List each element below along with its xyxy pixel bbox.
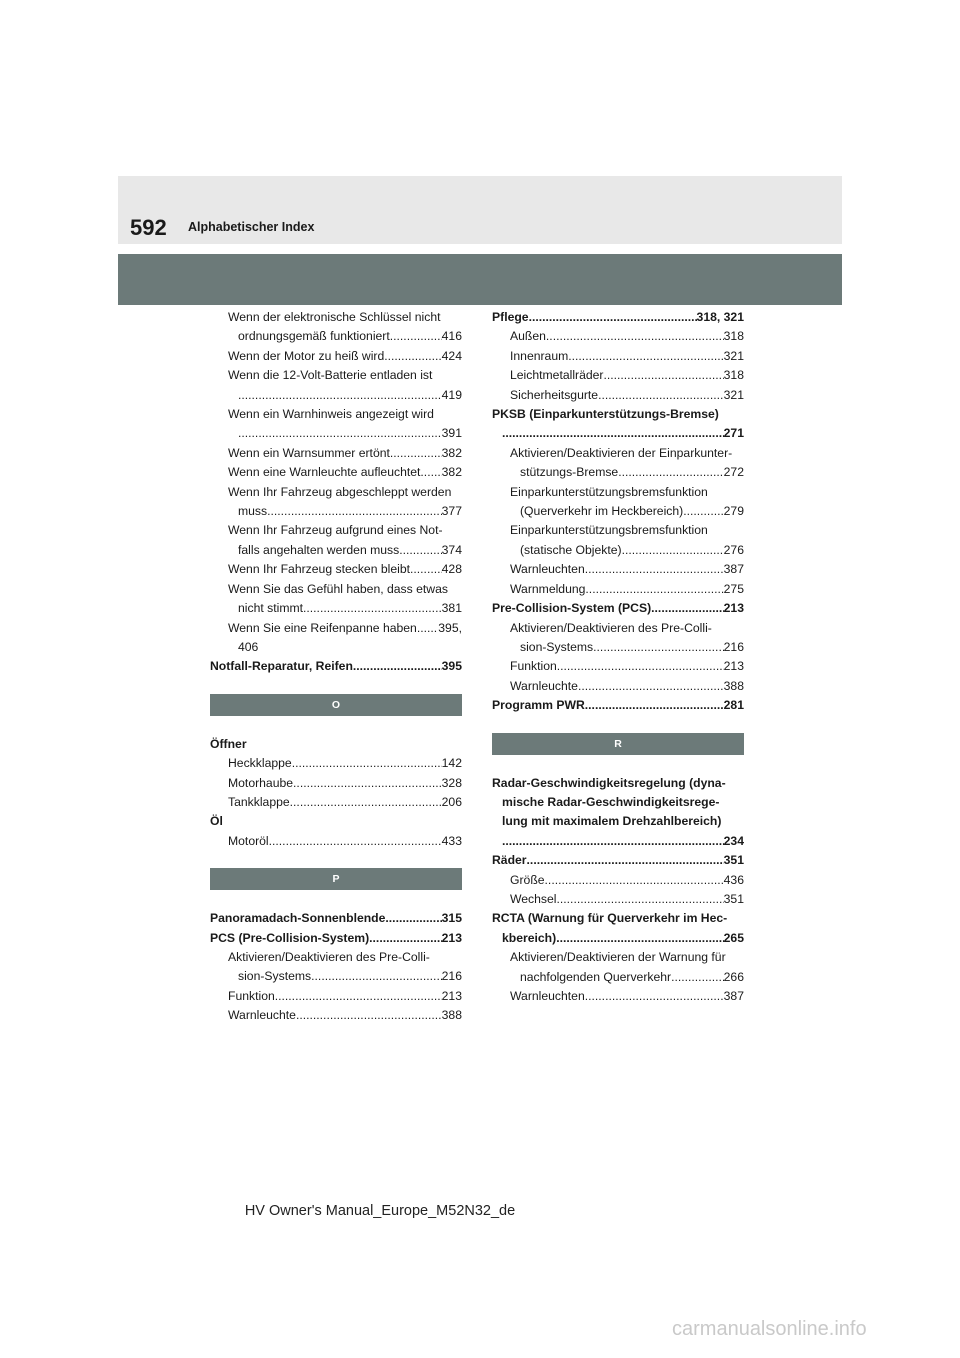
leader-dots: [369, 929, 442, 948]
left-entries: [210, 308, 462, 677]
leader-dots: [598, 386, 724, 405]
entry-text: Warnleuchte: [228, 1008, 296, 1023]
index-entry: [210, 987, 462, 1006]
entry-text: Einparkunterstützungsbremsfunktion: [510, 484, 708, 499]
index-entry-line: [510, 890, 744, 909]
index-entry-line: [510, 386, 744, 405]
page-ref: 387: [723, 989, 744, 1003]
leader-dots: [585, 696, 724, 715]
index-entry: [492, 987, 744, 1006]
index-entry: [492, 696, 744, 715]
index-entry-line: [492, 832, 744, 851]
index-entry: [492, 677, 744, 696]
section-title: Alphabetischer Index: [188, 220, 315, 234]
page-ref: 275: [723, 581, 744, 596]
page-ref: 391: [441, 426, 462, 441]
index-entry: [210, 521, 462, 560]
index-entry-line: [492, 929, 744, 948]
entry-text: sion-Systems: [520, 639, 594, 654]
index-entry: [492, 386, 744, 405]
page-ref: 436: [723, 872, 744, 887]
page-ref: 321: [723, 348, 744, 363]
entry-text: Programm PWR: [492, 698, 585, 713]
page-ref: 388: [723, 678, 744, 693]
index-entry-line: [228, 967, 462, 986]
index-entry-line: [492, 424, 744, 443]
page-ref: 206: [441, 794, 462, 809]
index-entry-line: [510, 948, 744, 967]
page-ref: 318: [723, 368, 744, 383]
page-ref: 419: [441, 387, 462, 402]
leader-dots: [546, 327, 724, 346]
index-entry: [210, 774, 462, 793]
entry-text: mische Radar-Geschwindigkeitsrege-: [502, 794, 720, 809]
index-entry: [492, 347, 744, 366]
index-entry-line: [228, 386, 462, 405]
page-ref: 388: [441, 1008, 462, 1023]
index-entry-line: [492, 812, 744, 831]
leader-dots: [417, 619, 438, 638]
entry-text: RCTA (Warnung für Querverkehr im Hec-: [492, 911, 728, 926]
index-entry-line: [210, 929, 462, 948]
index-entry: [210, 929, 462, 948]
page-ref: 271: [723, 426, 744, 441]
index-column-right: [492, 308, 744, 1006]
page-ref: 318, 321: [696, 310, 744, 324]
entry-text: 406: [238, 639, 259, 654]
page-ref: 272: [723, 465, 744, 480]
entry-text: Pflege: [492, 310, 529, 324]
entry-text: Warnmeldung: [510, 581, 586, 596]
leader-dots: [267, 502, 442, 521]
page-ref: 395,: [438, 620, 462, 635]
page-ref: 351: [723, 891, 744, 906]
right-entries: [492, 308, 744, 716]
index-entry-line: [510, 657, 744, 676]
index-entry: [492, 948, 744, 987]
entry-text: falls angehalten werden muss: [238, 542, 400, 557]
index-entry: [210, 1006, 462, 1025]
index-entry-line: [228, 483, 462, 502]
index-entry-line: [492, 696, 744, 715]
index-entry: [492, 599, 744, 618]
index-entry-line: [510, 560, 744, 579]
leader-dots: [502, 424, 724, 443]
page-ref: 433: [441, 833, 462, 848]
leader-dots: [420, 463, 441, 482]
entry-text: Öffner: [210, 736, 247, 751]
entry-text: lung mit maximalem Drehzahlbereich): [502, 814, 722, 829]
page-ref: 321: [723, 387, 744, 402]
index-entry: [492, 444, 744, 483]
letter-bar-p: P: [210, 868, 462, 890]
index-entry: [210, 735, 462, 754]
entry-text: Innenraum: [510, 348, 569, 363]
index-entry: [210, 832, 462, 851]
index-entry-line: [228, 948, 462, 967]
index-entry: [210, 308, 462, 347]
page-ref: 142: [441, 756, 462, 771]
page-ref: 382: [441, 465, 462, 480]
index-entry-line: [510, 987, 744, 1006]
index-entry: [210, 580, 462, 619]
index-entry-line: [492, 405, 744, 424]
index-entry-line: [510, 619, 744, 638]
index-entry: [492, 871, 744, 890]
index-entry: [492, 405, 744, 444]
entry-text: Aktivieren/Deaktivieren der Einparkunter-: [510, 445, 733, 460]
leader-dots: [384, 347, 441, 366]
page-ref: 377: [441, 504, 462, 519]
page-ref: 424: [441, 348, 462, 363]
leader-dots: [353, 657, 442, 676]
index-entry-line: [492, 851, 744, 870]
leader-dots: [683, 502, 723, 521]
index-entry-line: [228, 327, 462, 346]
index-entry-line: [228, 793, 462, 812]
index-entry-line: [228, 405, 462, 424]
page-ref: 387: [723, 562, 744, 577]
leader-dots: [585, 560, 724, 579]
entry-text: Wenn der elektronische Schlüssel nicht: [228, 310, 441, 324]
entry-text: Warnleuchten: [510, 562, 585, 577]
index-entry-line: [228, 619, 462, 638]
index-entry: [492, 851, 744, 870]
index-entry-line: [228, 308, 462, 327]
index-entry-line: [210, 812, 462, 831]
leader-dots: [529, 308, 697, 327]
footer-text: HV Owner's Manual_Europe_M52N32_de: [244, 1203, 516, 1219]
page-ref: 213: [441, 930, 462, 945]
index-entry-line: [228, 832, 462, 851]
entry-text: Wenn ein Warnsummer ertönt: [228, 445, 390, 460]
index-entry: [210, 444, 462, 463]
leader-dots: [593, 638, 724, 657]
index-entry-line: [510, 580, 744, 599]
footer: [0, 1203, 960, 1219]
entry-text: nicht stimmt: [238, 601, 304, 616]
index-entry-line: [228, 580, 462, 599]
entry-text: kbereich): [502, 930, 557, 945]
entry-text: PKSB (Einparkunterstützungs-Bremse): [492, 407, 719, 422]
leader-dots: [238, 386, 442, 405]
index-entry-line: [510, 541, 744, 560]
page-ref: 213: [441, 988, 462, 1003]
index-entry-line: [228, 599, 462, 618]
entry-text: Panoramadach-Sonnenblende: [210, 911, 386, 926]
entry-text: Wenn der Motor zu heiß wird: [228, 348, 385, 363]
index-entry: [492, 521, 744, 560]
index-entry-line: [228, 444, 462, 463]
page-ref: 265: [723, 930, 744, 945]
index-entry: [492, 327, 744, 346]
entry-text: Sicherheitsgurte: [510, 387, 599, 402]
index-entry: [210, 560, 462, 579]
index-entry-line: [228, 502, 462, 521]
index-entry-line: [228, 347, 462, 366]
leader-dots: [292, 754, 442, 773]
entry-text: Wenn die 12-Volt-Batterie entladen ist: [228, 368, 433, 383]
index-entry-line: [510, 347, 744, 366]
p-entries: [210, 909, 462, 1025]
page-ref: 328: [441, 775, 462, 790]
index-entry-line: [228, 560, 462, 579]
leader-dots: [557, 890, 724, 909]
entry-text: muss: [238, 504, 268, 519]
index-entry-line: [210, 735, 462, 754]
page-ref: 315: [441, 911, 462, 926]
index-entry-line: [228, 638, 462, 657]
entry-text: (Querverkehr im Heckbereich): [520, 504, 684, 519]
index-entry-line: [210, 657, 462, 676]
entry-text: Tankklappe: [228, 794, 290, 809]
index-entry: [492, 580, 744, 599]
index-entry: [492, 366, 744, 385]
entry-text: nachfolgenden Querverkehr: [520, 969, 672, 984]
leader-dots: [557, 657, 724, 676]
leader-dots: [390, 327, 442, 346]
entry-text: Leichtmetallräder: [510, 368, 604, 383]
index-entry: [210, 405, 462, 444]
index-entry-line: [510, 677, 744, 696]
entry-text: Einparkunterstützungsbremsfunktion: [510, 523, 708, 538]
index-entry-line: [510, 968, 744, 987]
leader-dots: [303, 599, 442, 618]
leader-dots: [275, 987, 442, 1006]
entry-text: ordnungsgemäß funktioniert: [238, 329, 390, 344]
index-entry: [210, 619, 462, 658]
index-entry-line: [228, 463, 462, 482]
index-entry-line: [510, 521, 744, 540]
entry-text: Wenn eine Warnleuchte aufleuchtet: [228, 465, 421, 480]
index-entry: [210, 812, 462, 831]
index-entry-line: [210, 909, 462, 928]
entry-text: Aktivieren/Deaktivieren des Pre-Colli-: [510, 620, 712, 635]
page-ref: 281: [723, 698, 744, 713]
entry-text: sion-Systems: [238, 969, 312, 984]
index-entry-line: [510, 502, 744, 521]
entry-text: Warnleuchte: [510, 678, 578, 693]
leader-dots: [311, 967, 442, 986]
index-entry-line: [510, 638, 744, 657]
index-entry: [492, 909, 744, 948]
index-entry: [210, 347, 462, 366]
leader-dots: [585, 987, 724, 1006]
entry-text: Motoröl: [228, 833, 269, 848]
index-entry: [210, 948, 462, 987]
entry-text: Außen: [510, 329, 546, 344]
page-ref: 428: [441, 562, 462, 577]
page-ref: 416: [441, 329, 462, 344]
page-ref: 318: [723, 329, 744, 344]
entry-text: Funktion: [228, 988, 275, 1003]
entry-text: Funktion: [510, 659, 557, 674]
entry-text: Räder: [492, 853, 527, 868]
leader-dots: [390, 444, 442, 463]
index-entry: [210, 657, 462, 676]
index-entry-line: [492, 308, 744, 327]
page-ref: 266: [723, 969, 744, 984]
entry-text: Öl: [210, 814, 223, 829]
index-entry: [492, 657, 744, 676]
r-entries: [492, 774, 744, 1007]
leader-dots: [671, 968, 724, 987]
leader-dots: [269, 832, 442, 851]
index-entry-line: [510, 463, 744, 482]
entry-text: Wenn ein Warnhinweis angezeigt wird: [228, 407, 434, 422]
page-ref: 381: [441, 601, 462, 616]
entry-text: Motorhaube: [228, 775, 294, 790]
entry-text: Wenn Ihr Fahrzeug abgeschleppt werden: [228, 484, 452, 499]
index-entry-line: [228, 366, 462, 385]
leader-dots: [502, 832, 724, 851]
index-entry: [492, 308, 744, 327]
page-ref: 276: [723, 542, 744, 557]
index-entry-line: [228, 1006, 462, 1025]
entry-text: Warnleuchten: [510, 989, 585, 1003]
leader-dots: [293, 774, 442, 793]
index-entry-line: [510, 483, 744, 502]
index-entry-line: [492, 774, 744, 793]
entry-text: Wenn Sie das Gefühl haben, dass etwas: [228, 581, 448, 596]
leader-dots: [410, 560, 442, 579]
entry-text: Aktivieren/Deaktivieren des Pre-Colli-: [228, 949, 430, 964]
entry-text: PCS (Pre-Collision-System): [210, 930, 370, 945]
index-entry: [492, 774, 744, 852]
page-number: 592: [130, 215, 167, 240]
index-entry: [210, 463, 462, 482]
entry-text: Wenn Ihr Fahrzeug stecken bleibt: [228, 562, 411, 577]
index-entry: [210, 793, 462, 812]
index-column-left: [210, 308, 462, 1026]
leader-dots: [385, 909, 441, 928]
leader-dots: [527, 851, 724, 870]
entry-text: Radar-Geschwindigkeitsregelung (dyna-: [492, 775, 726, 790]
leader-dots: [622, 541, 724, 560]
entry-text: Heckklappe: [228, 756, 292, 771]
leader-dots: [238, 424, 442, 443]
leader-dots: [290, 793, 442, 812]
o-entries: [210, 735, 462, 851]
entry-text: Aktivieren/Deaktivieren der Warnung für: [510, 950, 726, 965]
page-ref: 234: [723, 833, 744, 848]
index-entry: [492, 890, 744, 909]
leader-dots: [296, 1006, 442, 1025]
leader-dots: [603, 366, 723, 385]
index-entry-line: [510, 444, 744, 463]
index-entry: [210, 366, 462, 405]
index-entry: [210, 754, 462, 773]
index-entry-line: [510, 871, 744, 890]
index-entry-line: [228, 541, 462, 560]
page-ref: 213: [723, 659, 744, 674]
entry-text: Größe: [510, 872, 545, 887]
leader-dots: [618, 463, 723, 482]
page-ref: 216: [723, 639, 744, 654]
index-entry: [492, 619, 744, 658]
page-ref: 351: [723, 853, 744, 868]
index-entry-line: [228, 774, 462, 793]
letter-bar-o: O: [210, 694, 462, 716]
leader-dots: [399, 541, 441, 560]
index-entry: [492, 483, 744, 522]
page-ref: 216: [441, 969, 462, 984]
index-entry: [210, 483, 462, 522]
index-entry-line: [228, 754, 462, 773]
index-entry-line: [228, 521, 462, 540]
index-entry: [210, 909, 462, 928]
index-entry-line: [492, 909, 744, 928]
page-ref: 395: [441, 659, 462, 674]
entry-text: Notfall-Reparatur, Reifen: [210, 659, 353, 674]
index-entry-line: [228, 987, 462, 1006]
index-entry-line: [510, 327, 744, 346]
entry-text: Wechsel: [510, 891, 557, 906]
entry-text: Wenn Sie eine Reifenpanne haben: [228, 620, 417, 635]
entry-text: (statische Objekte): [520, 542, 622, 557]
leader-dots: [545, 871, 724, 890]
index-entry-line: [492, 599, 744, 618]
watermark: carmanualsonline.info: [672, 1318, 867, 1340]
leader-dots: [585, 580, 723, 599]
index-entry: [492, 560, 744, 579]
page-ref: 382: [441, 445, 462, 460]
index-entry-line: [492, 793, 744, 812]
letter-bar-r: R: [492, 733, 744, 755]
page-ref: 279: [723, 504, 744, 519]
entry-text: Wenn Ihr Fahrzeug aufgrund eines Not-: [228, 523, 443, 538]
leader-dots: [578, 677, 724, 696]
index-entry-line: [510, 366, 744, 385]
leader-dots: [651, 599, 724, 618]
leader-dots: [556, 929, 723, 948]
index-entry-line: [228, 424, 462, 443]
entry-text: stützungs-Bremse: [520, 465, 619, 480]
entry-text: Pre-Collision-System (PCS): [492, 601, 652, 616]
page-ref: 374: [441, 542, 462, 557]
header-dark-band: [118, 254, 842, 305]
page-ref: 213: [723, 601, 744, 616]
leader-dots: [568, 347, 723, 366]
